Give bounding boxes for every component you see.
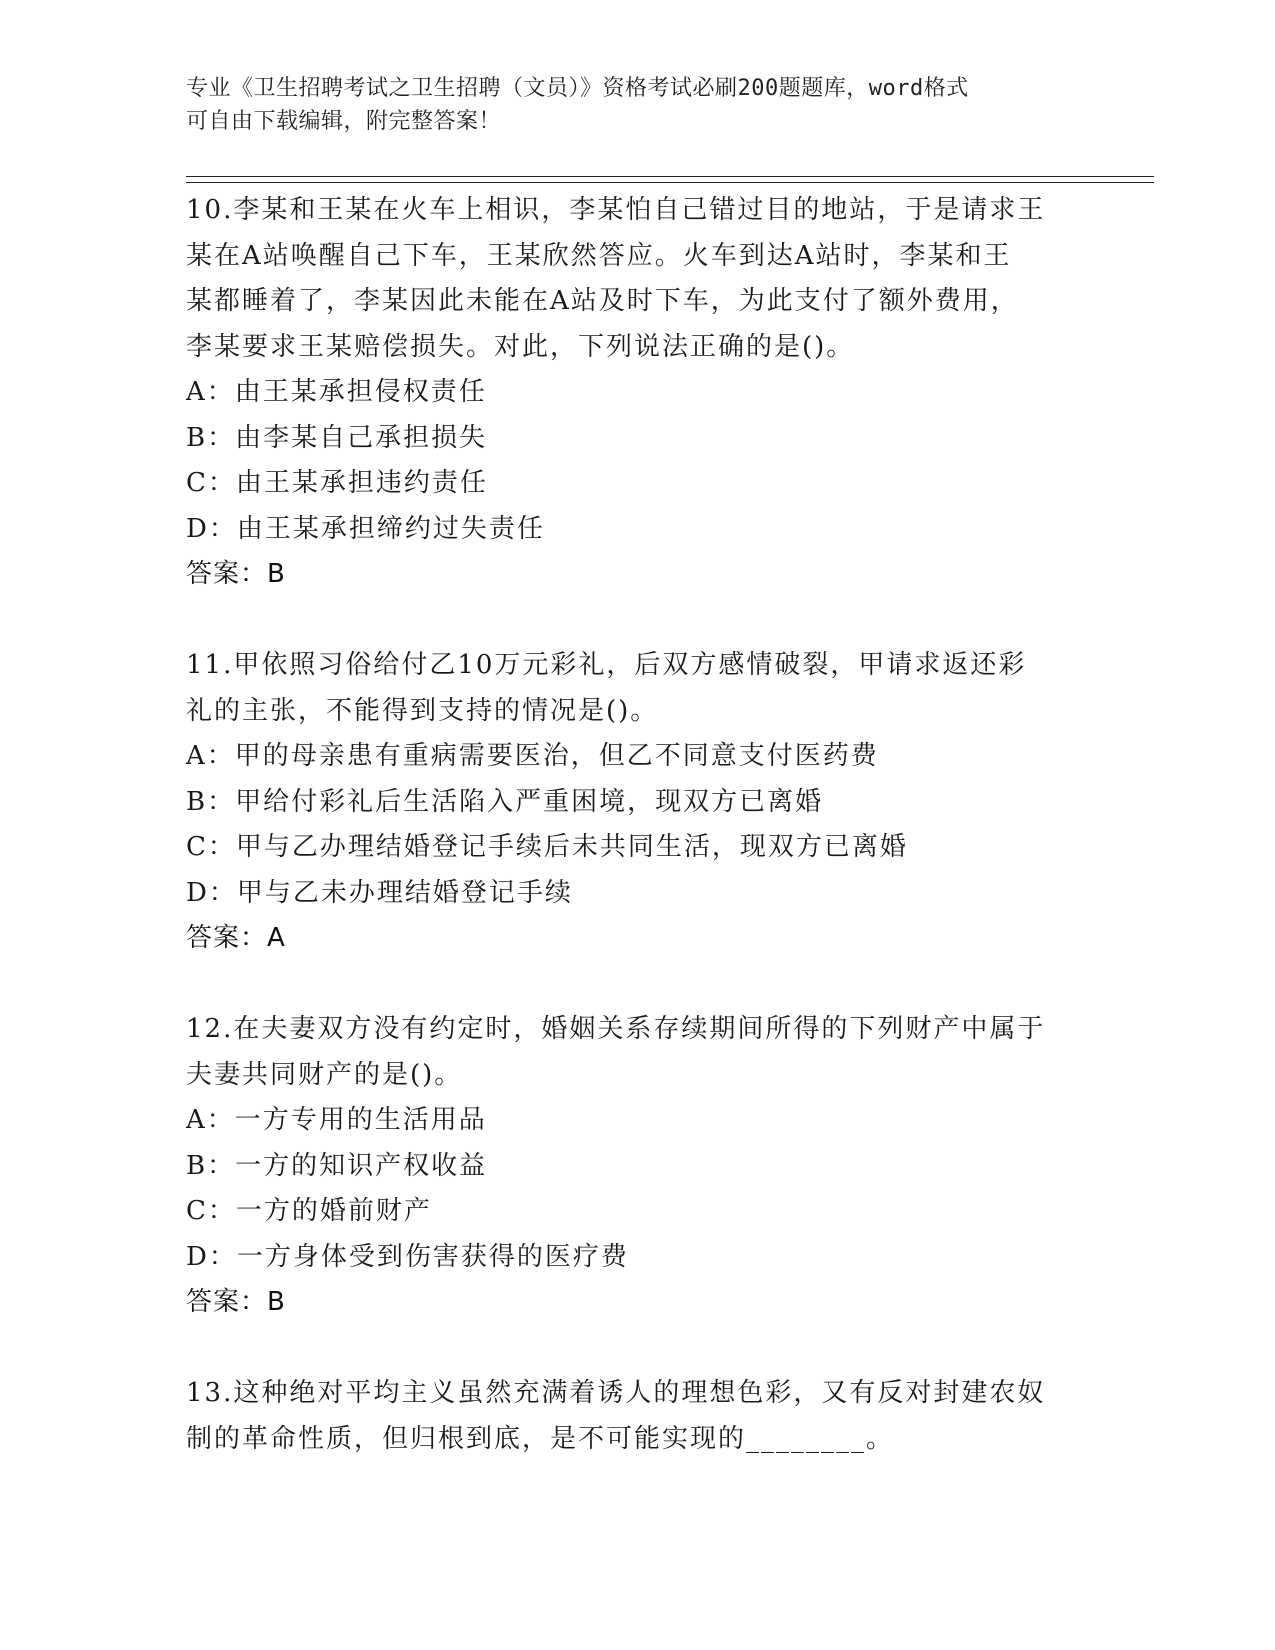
option-b: B：一方的知识产权收益 <box>186 1150 488 1181</box>
question-spacer <box>186 598 1086 644</box>
question-text-line: 某都睡着了，李某因此未能在A站及时下车，为此支付了额外费用， <box>186 286 1019 316</box>
question-text-line: 某在A站唤醒自己下车，王某欣然答应。火车到达A站时，李某和王 <box>186 240 1012 271</box>
answer: 答案：B <box>186 1287 286 1317</box>
header-divider-top <box>186 176 1154 177</box>
option-b: B：由李某自己承担损失 <box>186 422 488 453</box>
question-spacer <box>186 1326 1086 1372</box>
option-d: D：一方身体受到伤害获得的医疗费 <box>186 1241 629 1272</box>
option-d: D：由王某承担缔约过失责任 <box>186 513 545 544</box>
question-text-line: 李某要求王某赔偿损失。对此，下列说法正确的是()。 <box>186 331 855 362</box>
question-text-line: 12.在夫妻双方没有约定时，婚姻关系存续期间所得的下列财产中属于 <box>186 1014 1046 1044</box>
option-c: C：由王某承担违约责任 <box>186 468 488 498</box>
answer: 答案：B <box>186 559 286 589</box>
option-a: A：一方专用的生活用品 <box>186 1105 487 1135</box>
document-header <box>186 72 1066 138</box>
option-a: A：由王某承担侵权责任 <box>186 377 487 407</box>
question-13 <box>186 1371 1086 1462</box>
option-c: C：一方的婚前财产 <box>186 1196 432 1226</box>
option-d: D：甲与乙未办理结婚登记手续 <box>186 877 573 908</box>
option-c: C：甲与乙办理结婚登记手续后未共同生活，现双方已离婚 <box>186 832 908 862</box>
header-divider-bottom <box>186 182 1154 183</box>
question-11 <box>186 643 1086 962</box>
question-text-line: 制的革命性质，但归根到底，是不可能实现的________。 <box>186 1423 895 1454</box>
question-text-line: 礼的主张，不能得到支持的情况是()。 <box>186 695 659 726</box>
question-text-line: 夫妻共同财产的是()。 <box>186 1059 463 1090</box>
question-text-line: 11.甲依照习俗给付乙10万元彩礼，后双方感情破裂，甲请求返还彩 <box>186 650 1027 680</box>
option-b: B：甲给付彩礼后生活陷入严重困境，现双方已离婚 <box>186 786 824 817</box>
question-text-line: 13.这种绝对平均主义虽然充满着诱人的理想色彩，又有反对封建农奴 <box>186 1378 1046 1408</box>
answer: 答案：A <box>186 923 286 953</box>
question-10 <box>186 188 1086 598</box>
question-text-line: 10.李某和王某在火车上相识，李某怕自己错过目的地站，于是请求王 <box>186 195 1046 225</box>
question-spacer <box>186 962 1086 1008</box>
header-line-2: 可自由下载编辑，附完整答案！ <box>186 109 502 134</box>
question-12 <box>186 1007 1086 1326</box>
option-a: A：甲的母亲患有重病需要医治，但乙不同意支付医药费 <box>186 741 879 771</box>
header-line-1: 专业《卫生招聘考试之卫生招聘（文员）》资格考试必刷200题题库，word格式 <box>186 76 969 101</box>
question-list <box>186 188 1086 1462</box>
